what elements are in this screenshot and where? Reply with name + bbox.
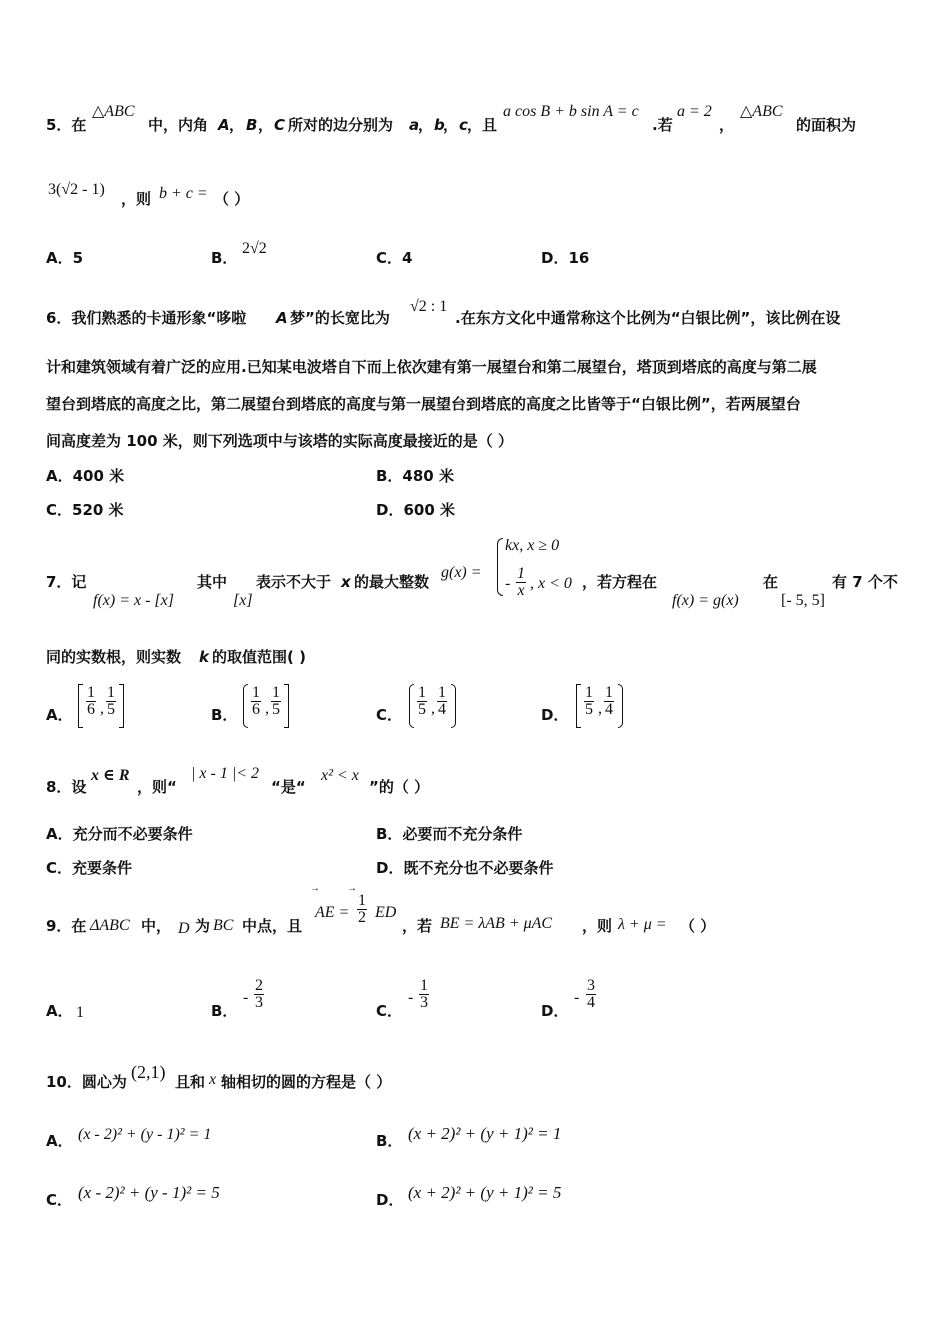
q7-text-7: 有 7 个不 — [832, 573, 898, 591]
q5-triangle-2: △ABC — [740, 103, 783, 120]
q9-segment-bc: BC — [213, 917, 234, 934]
num: 1 — [420, 977, 428, 994]
q10-option-d[interactable]: D． — [376, 1191, 404, 1209]
q5-sep: ， — [719, 116, 735, 134]
den: 5 — [107, 701, 115, 718]
q10-x-axis: x — [209, 1071, 217, 1088]
q5-text-3: ，且 — [467, 116, 498, 134]
q7-option-c-frac-2 — [437, 685, 447, 718]
comma: , — [431, 700, 435, 717]
q9-option-b-sign: - — [243, 989, 249, 1006]
q7-option-a-frac-1 — [86, 685, 96, 718]
q7-text-5: ，若方程在 — [582, 573, 658, 591]
q7-option-b[interactable]: B． — [211, 706, 238, 724]
q5-option-b-value: 2√2 — [242, 240, 267, 257]
q9-option-b-fraction — [254, 978, 264, 1011]
num: 1 — [87, 684, 95, 701]
q9-option-a[interactable]: A． — [46, 1002, 73, 1020]
q7-option-d-frac-1 — [584, 685, 594, 718]
q5-side-b: b — [434, 116, 445, 134]
q7-option-d-right-paren — [618, 684, 623, 728]
den: 4 — [605, 701, 613, 718]
q7-option-a-right-bracket — [119, 684, 124, 728]
den: 2 — [358, 909, 366, 926]
num: 1 — [107, 684, 115, 701]
q6-option-a[interactable]: A．400 米 — [46, 467, 125, 485]
q5-text-7: ，则 — [121, 190, 152, 208]
q5-text-4: .若 — [652, 116, 673, 134]
q7-g: g(x) = — [441, 564, 482, 581]
q6-option-b[interactable]: B．480 米 — [376, 467, 454, 485]
q8-text-1: 8．设 — [46, 778, 87, 796]
q9-half — [357, 893, 367, 926]
q9-option-d-fraction — [586, 978, 596, 1011]
q9-text-2: 中， — [141, 917, 172, 935]
q9-option-b[interactable]: B． — [211, 1002, 238, 1020]
q10-option-b-eq: (x + 2)² + (y + 1)² = 1 — [408, 1124, 562, 1143]
q5-option-c[interactable]: C．4 — [376, 249, 413, 267]
q7-option-c-left-paren — [409, 684, 414, 728]
q8-option-d[interactable]: D．既不充分也不必要条件 — [376, 859, 554, 877]
q5-angle-a: A — [218, 116, 230, 134]
q7-var-k: k — [199, 648, 209, 666]
comma: , — [100, 700, 104, 717]
q7-text-1: 7．记 — [46, 573, 87, 591]
q7-option-c[interactable]: C． — [376, 706, 403, 724]
q9-point-d: D — [178, 920, 190, 937]
q5-a-value: a = 2 — [677, 103, 712, 120]
vector-arrow: → — [347, 883, 357, 894]
q9-triangle: ΔABC — [90, 917, 130, 934]
q7-option-b-frac-2 — [271, 685, 281, 718]
q7-line-2a: 同的实数根，则实数 — [46, 648, 182, 666]
q8-abs-ineq: | x - 1 |< 2 — [191, 765, 260, 782]
q5-option-a[interactable]: A．5 — [46, 249, 84, 267]
q5-option-d[interactable]: D．16 — [541, 249, 590, 267]
q5-side-a: a — [409, 116, 420, 134]
q7-case-2-den: x — [517, 582, 525, 599]
q7-option-d[interactable]: D． — [541, 706, 569, 724]
q9-option-c-fraction — [419, 978, 429, 1011]
q8-text-2: ，则“ — [137, 778, 177, 796]
num: 1 — [605, 684, 613, 701]
den: 6 — [87, 701, 95, 718]
q10-option-a-eq: (x - 2)² + (y - 1)² = 1 — [78, 1126, 212, 1143]
q5-sep: ， — [258, 116, 274, 134]
q7-case-2-fraction — [516, 566, 526, 599]
num: 1 — [438, 684, 446, 701]
comma: , — [598, 700, 602, 717]
num: 1 — [585, 684, 593, 701]
q5-b-plus-c: b + c = — [159, 185, 208, 202]
q7-var-x: x — [341, 573, 351, 591]
q5-side-c: c — [459, 116, 468, 134]
num: 3 — [587, 977, 595, 994]
q8-text-4: ”的（ ） — [369, 778, 430, 796]
q8-text-3: “是“ — [271, 778, 306, 796]
den: 5 — [418, 701, 426, 718]
num: 1 — [358, 892, 366, 909]
q5-text-1: 中，内角 — [148, 116, 209, 134]
q5-equation: a cos B + b sin A = c — [503, 103, 639, 120]
q10-option-c[interactable]: C． — [46, 1191, 73, 1209]
q6-option-c[interactable]: C．520 米 — [46, 501, 124, 519]
q7-interval: [- 5, 5] — [781, 592, 825, 609]
q10-text-3: 轴相切的圆的方程是（ ） — [221, 1073, 392, 1091]
q7-f-eq-g: f(x) = g(x) — [672, 592, 739, 609]
q7-f-def: f(x) = x - [x] — [93, 592, 174, 609]
q7-floor-x: [x] — [233, 592, 253, 609]
q7-option-d-left-bracket — [576, 684, 581, 728]
q10-option-a[interactable]: A． — [46, 1132, 73, 1150]
den: 4 — [438, 701, 446, 718]
q9-ed: ED — [375, 904, 397, 921]
q10-option-c-eq: (x - 2)² + (y - 1)² = 5 — [78, 1183, 220, 1202]
q5-lead: 5．在 — [46, 116, 87, 134]
q7-case-2-num: 1 — [517, 565, 525, 582]
q6-line-4: 间高度差为 100 米，则下列选项中与该塔的实际高度最接近的是（ ） — [46, 432, 513, 450]
den: 3 — [255, 994, 263, 1011]
q9-text-5: ，若 — [402, 917, 433, 935]
q7-text-6: 在 — [763, 573, 779, 591]
q7-option-c-right-paren — [451, 684, 456, 728]
q6-letter-a: A — [276, 309, 288, 327]
q5-triangle: △ABC — [92, 103, 135, 120]
den: 4 — [587, 994, 595, 1011]
q8-x-in-r: x ∈ R — [91, 767, 130, 784]
q9-ae: AE = — [315, 904, 350, 921]
q9-paren: （ ） — [680, 917, 716, 935]
q10-text-2: 且和 — [175, 1073, 206, 1091]
q9-text-6: ，则 — [582, 917, 613, 935]
q6-line-1a: 6．我们熟悉的卡通形象“哆啦 — [46, 309, 247, 327]
q7-option-b-right-bracket — [284, 684, 289, 728]
q7-brace — [497, 538, 503, 596]
q10-option-d-eq: (x + 2)² + (y + 1)² = 5 — [408, 1183, 562, 1202]
q9-option-c[interactable]: C． — [376, 1002, 403, 1020]
q7-option-a-frac-2 — [106, 685, 116, 718]
q7-option-c-frac-1 — [417, 685, 427, 718]
q5-sep: ， — [418, 116, 434, 134]
q9-option-a-value: 1 — [76, 1004, 84, 1021]
q10-center: (2,1) — [131, 1062, 166, 1082]
q6-ratio: √2 : 1 — [410, 298, 448, 315]
num: 1 — [272, 684, 280, 701]
q7-text-3: 表示不大于 — [256, 573, 332, 591]
q5-area: 3(√2 - 1) — [48, 181, 105, 198]
q6-line-3: 望台到塔底的高度之比，第二展望台到塔底的高度与第一展望台到塔底的高度之比皆等于“白银比例”，若两展望台 — [46, 395, 801, 413]
q5-paren: （ ） — [214, 190, 250, 208]
q7-option-b-frac-1 — [251, 685, 261, 718]
q7-case-2-sign: - — [505, 575, 511, 592]
q5-sep: ， — [443, 116, 459, 134]
q8-option-a[interactable]: A．充分而不必要条件 — [46, 825, 193, 843]
q5-text-2: 所对的边分别为 — [288, 116, 394, 134]
q5-text-6: 的面积为 — [796, 116, 857, 134]
q7-text-2: 其中 — [197, 573, 228, 591]
q7-option-a-left-bracket — [78, 684, 83, 728]
q6-line-1c: .在东方文化中通常称这个比例为“白银比例”，该比例在设 — [455, 309, 841, 327]
den: 6 — [252, 701, 260, 718]
q10-text-1: 10．圆心为 — [46, 1073, 127, 1091]
q7-line-2b: 的取值范围( ) — [212, 648, 306, 666]
q9-text-4: 中点，且 — [242, 917, 303, 935]
q5-sep: ， — [229, 116, 245, 134]
q7-case-2-cond: , x < 0 — [530, 575, 572, 592]
comma: , — [265, 700, 269, 717]
q8-option-b[interactable]: B．必要而不充分条件 — [376, 825, 523, 843]
q9-option-d-sign: - — [574, 989, 580, 1006]
den: 5 — [272, 701, 280, 718]
num: 1 — [418, 684, 426, 701]
q9-lambda-mu: λ + μ = — [618, 916, 667, 933]
q10-option-b[interactable]: B． — [376, 1132, 403, 1150]
q6-line-2: 计和建筑领域有着广泛的应用.已知某电波塔自下而上依次建有第一展望台和第二展望台，塔顶到塔底的高度与第二展 — [46, 358, 817, 376]
q8-option-c[interactable]: C．充要条件 — [46, 859, 133, 877]
den: 3 — [420, 994, 428, 1011]
q5-angle-c: C — [274, 116, 286, 134]
q9-option-d[interactable]: D． — [541, 1002, 569, 1020]
q7-option-a[interactable]: A． — [46, 706, 73, 724]
q9-option-c-sign: - — [408, 989, 414, 1006]
q7-text-4: 的最大整数 — [354, 573, 430, 591]
q8-x-sq-ineq: x² < x — [321, 767, 359, 784]
q7-option-b-left-paren — [243, 684, 248, 728]
num: 1 — [252, 684, 260, 701]
q9-text-3: 为 — [195, 917, 211, 935]
q5-option-b[interactable]: B． — [211, 249, 238, 267]
q6-option-d[interactable]: D．600 米 — [376, 501, 455, 519]
num: 2 — [255, 977, 263, 994]
q9-text-1: 9．在 — [46, 917, 87, 935]
q5-angle-b: B — [246, 116, 258, 134]
den: 5 — [585, 701, 593, 718]
q9-be-eq: BE = λAB + μAC — [440, 915, 553, 932]
q6-line-1b: 梦”的长宽比为 — [290, 309, 390, 327]
q7-case-1: kx, x ≥ 0 — [505, 537, 560, 554]
q7-option-d-frac-2 — [604, 685, 614, 718]
vector-arrow: → — [310, 883, 320, 894]
